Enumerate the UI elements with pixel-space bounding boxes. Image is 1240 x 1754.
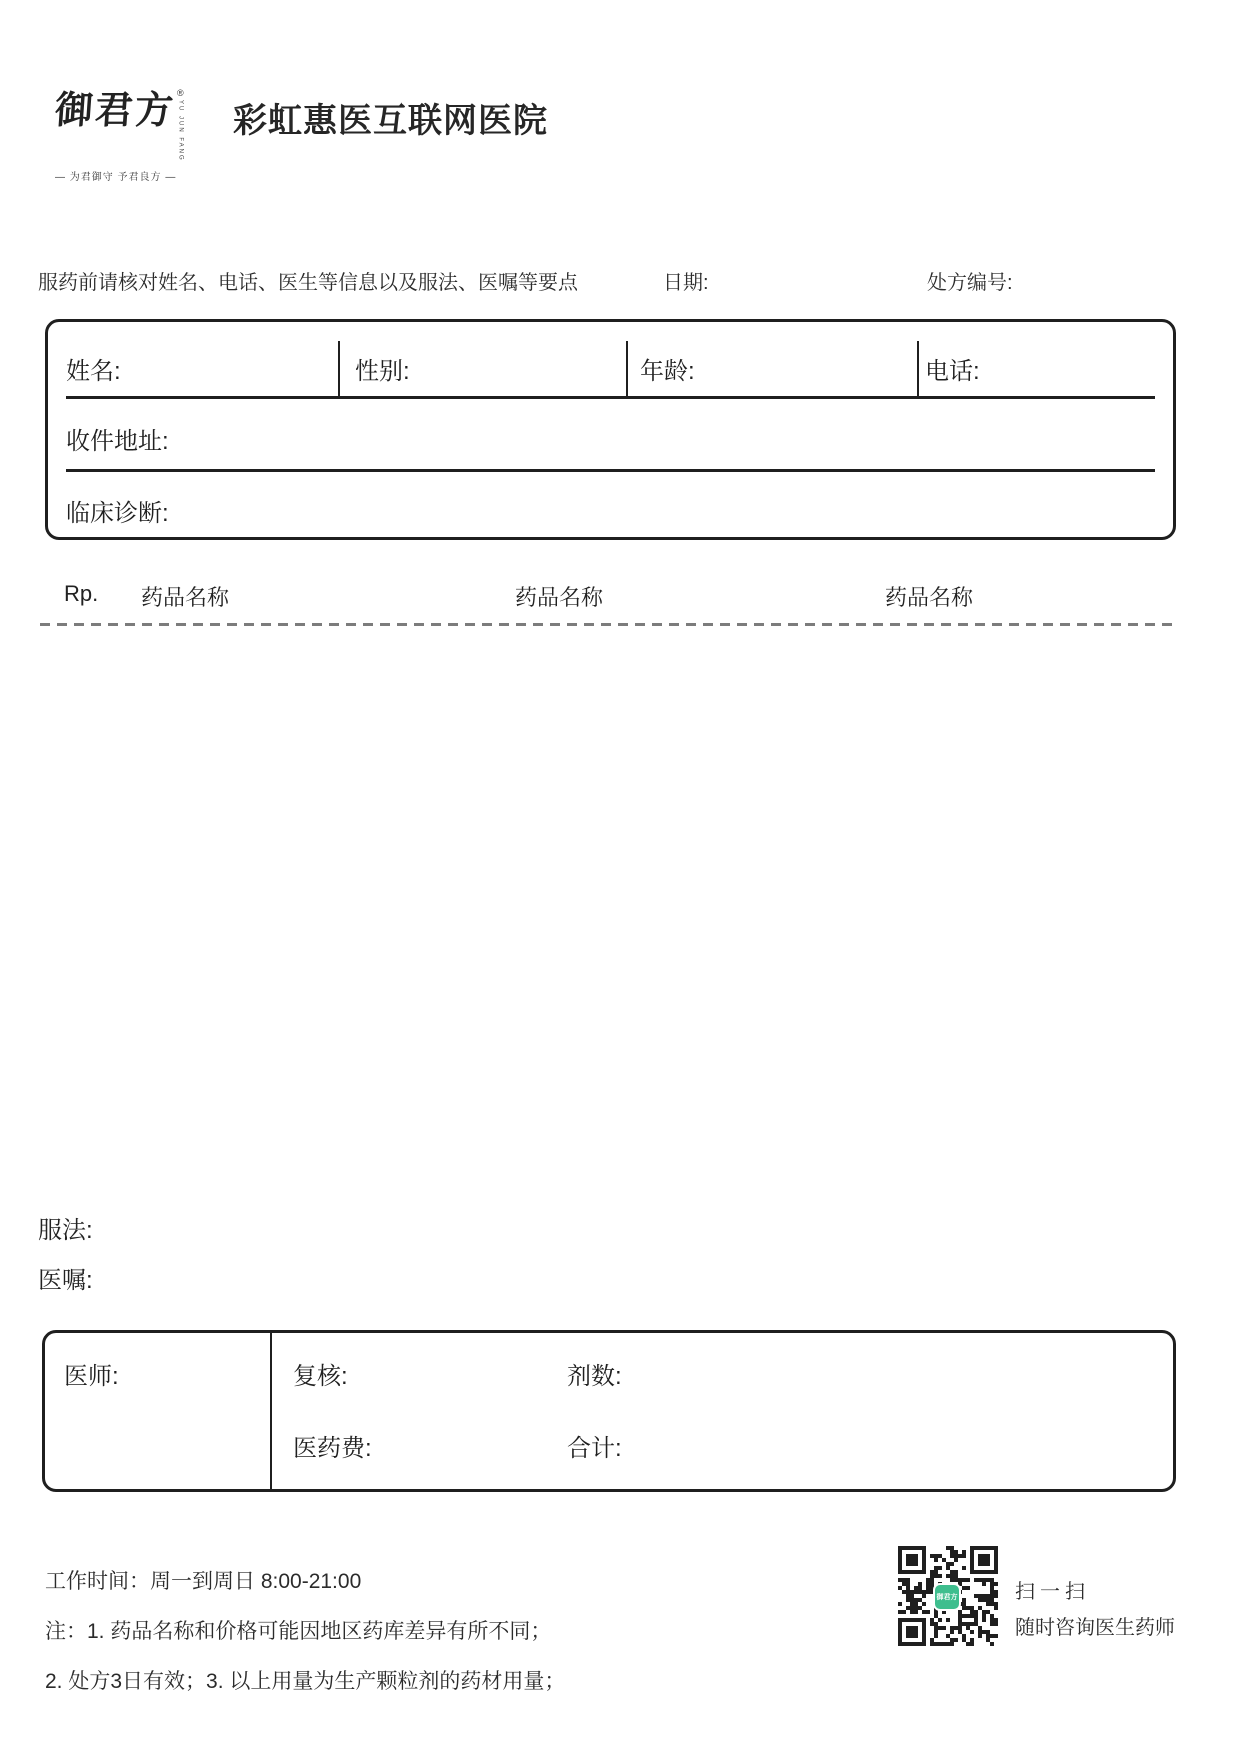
patient-info-box [45, 319, 1176, 540]
drug-name-column-header: 药品名称 [515, 585, 604, 610]
note-line-1: 注：1. 药品名称和价格可能因地区药库差异有所不同； [45, 1620, 552, 1643]
clinical-diagnosis-label: 临床诊断: [66, 500, 169, 527]
qr-center-logo: 御君方 [933, 1583, 961, 1611]
qr-scan-title: 扫一扫 [1015, 1581, 1090, 1603]
brand-logo-pinyin: YU JUN FANG [177, 100, 184, 162]
patient-name-label: 姓名: [66, 358, 121, 385]
verification-notice: 服药前请核对姓名、电话、医生等信息以及服法、医嘱等要点 [38, 272, 578, 294]
field-divider [917, 341, 919, 397]
row-divider [66, 396, 1155, 399]
brand-logo-text: 御君方 [53, 87, 177, 132]
registered-trademark-icon: ® [177, 88, 184, 98]
work-hours-text: 工作时间：周一到周日 8:00-21:00 [45, 1570, 362, 1593]
drug-name-column-header: 药品名称 [885, 585, 974, 610]
prescription-number-label: 处方编号: [927, 272, 1013, 294]
brand-tagline: — 为君御守 予君良方 — [55, 171, 177, 183]
patient-phone-label: 电话: [925, 358, 980, 385]
signature-box [42, 1330, 1176, 1492]
dashed-separator [40, 623, 1178, 626]
date-label: 日期: [663, 272, 709, 294]
reviewer-label: 复核: [293, 1363, 348, 1390]
field-divider [626, 341, 628, 397]
patient-gender-label: 性别: [355, 358, 410, 385]
qr-scan-subtitle: 随时咨询医生药师 [1015, 1617, 1175, 1639]
shipping-address-label: 收件地址: [66, 428, 169, 455]
doctor-label: 医师: [64, 1363, 119, 1390]
rp-label: Rp. [64, 581, 99, 606]
medicine-fee-label: 医药费: [293, 1435, 372, 1462]
brand-logo [55, 88, 195, 183]
usage-method-label: 服法: [38, 1217, 93, 1244]
total-label: 合计: [567, 1435, 622, 1462]
column-divider [270, 1333, 272, 1489]
doses-label: 剂数: [567, 1363, 622, 1390]
qr-code [898, 1546, 998, 1646]
drug-name-column-header: 药品名称 [141, 585, 230, 610]
field-divider [338, 341, 340, 397]
doctor-advice-label: 医嘱: [38, 1267, 93, 1294]
patient-age-label: 年龄: [640, 358, 695, 385]
note-line-2: 2. 处方3日有效；3. 以上用量为生产颗粒剂的药材用量； [45, 1670, 566, 1693]
hospital-name: 彩虹惠医互联网医院 [233, 102, 548, 140]
row-divider [66, 469, 1155, 472]
